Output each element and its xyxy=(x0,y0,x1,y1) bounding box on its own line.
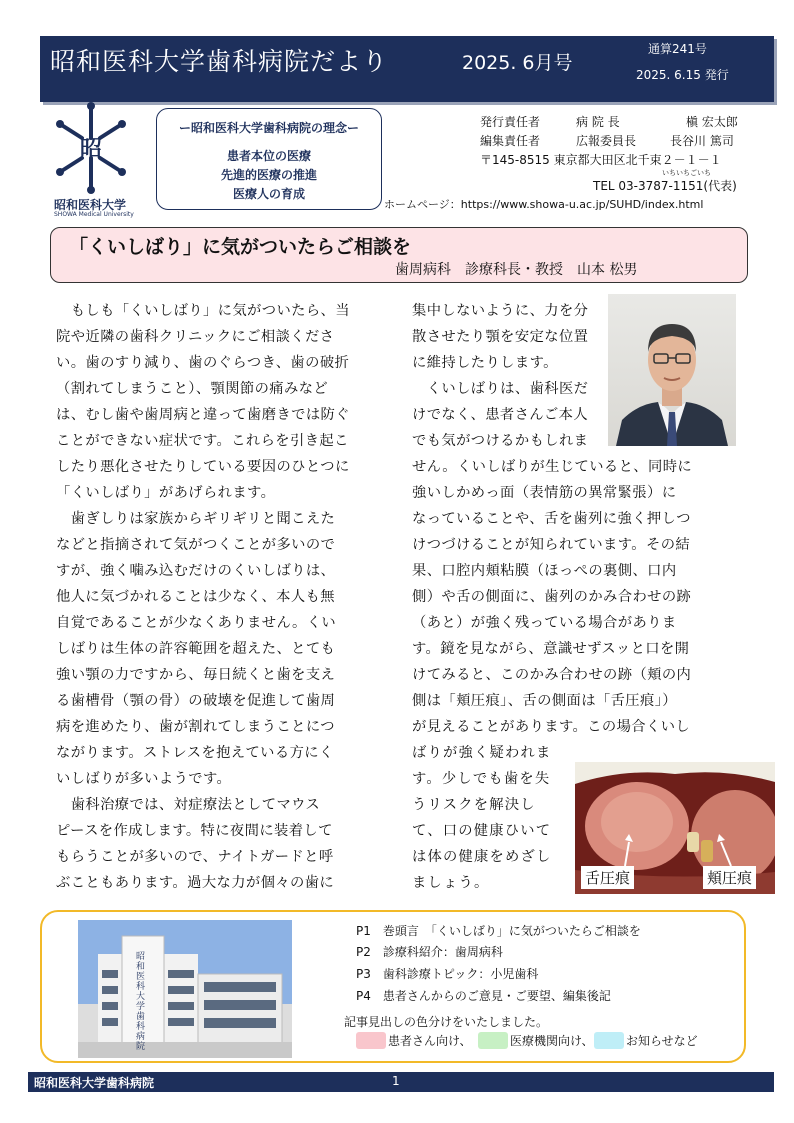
article-line: す。少しでも歯を失 xyxy=(412,771,551,787)
article-line: ばりが強く疑われま xyxy=(412,745,552,761)
hospital-building-photo xyxy=(78,920,292,1058)
article-line: 歯科治療では、対症療法としてマウス xyxy=(56,797,321,813)
article-line: したり悪化させたりしている要因のひとつに xyxy=(56,459,350,475)
logo-name-en: SHOWA Medical University xyxy=(54,211,134,218)
article-line: なっていることや、舌を歯列に強く押しつ xyxy=(412,511,691,527)
doctor-portrait xyxy=(608,294,736,446)
newsletter-title: 昭和医科大学歯科病院だより xyxy=(50,47,389,76)
philosophy-item: 患者本位の医療 xyxy=(226,149,311,163)
article-line: けでなく、患者さんご本人 xyxy=(412,407,589,423)
philosophy-title: ー昭和医科大学歯科病院の理念ー xyxy=(178,121,359,135)
article-line: （割れてしまうこと）、顎関節の痛みなど xyxy=(56,381,329,397)
philosophy-item: 医療人の育成 xyxy=(232,187,305,201)
issue-date: 2025. 6.15 発行 xyxy=(636,68,729,82)
article-line: は体の健康をめざし xyxy=(412,849,552,865)
article-line: に維持したりします。 xyxy=(412,355,558,371)
article-line: て、口の健康ひいて xyxy=(412,823,552,839)
article-line: 自覚であることが少なくありません。くい xyxy=(56,615,337,631)
mouth-photo xyxy=(575,762,775,894)
article-line: い。歯のすり減り、歯のぐらつき、歯の破折 xyxy=(56,355,350,371)
article-line: ぶこともあります。過大な力が個々の歯に xyxy=(56,875,335,891)
article-line: 他人に気づかれることは少なく、本人も無 xyxy=(56,589,335,605)
telephone: TEL 03-3787-1151(代表) xyxy=(593,179,737,193)
article-line: 散させたり顎を安定な位置 xyxy=(412,329,589,345)
article-line: 側は「頬圧痕」、舌の側面は「舌圧痕」） xyxy=(412,693,677,709)
article-line: けてみると、このかみ合わせの跡（頬の内 xyxy=(412,667,692,683)
article-line: 強いしかめっ面（表情筋の異常緊張）に xyxy=(412,485,677,501)
footer-hospital-name: 昭和医科大学歯科病院 xyxy=(34,1076,155,1090)
toc-item[interactable]: P2 診療科紹介：歯周病科 xyxy=(356,945,503,959)
cheek-mark-label: 頬圧痕 xyxy=(703,866,756,889)
logo-name: 昭和医科大学 xyxy=(54,198,127,212)
footer-bar xyxy=(28,1072,774,1092)
article-line: しばりは生体の許容範囲を超えた、とても xyxy=(56,641,336,657)
pr-name: 長谷川 篤司 xyxy=(670,134,734,148)
legend-label-medical: 医療機関向け、 xyxy=(510,1034,594,1048)
article-line: 病を進めたり、歯が割れてしまうことにつ xyxy=(56,719,335,735)
article-line: ながります。ストレスを抱えている方にく xyxy=(56,745,334,761)
article-line: ましょう。 xyxy=(412,875,490,891)
pr-label: 編集責任者 xyxy=(480,134,541,148)
toc-item[interactable]: P4 患者さんからのご意見・ご要望、編集後記 xyxy=(356,989,611,1003)
header-banner xyxy=(40,36,774,102)
article-line: 歯ぎしりは家族からギリギリと聞こえた xyxy=(56,511,336,527)
article-line: けつづけることが知られています。その結 xyxy=(412,537,691,553)
article-line: もしも「くいしばり」に気がついたら、当 xyxy=(56,303,350,319)
editor-role: 病 院 長 xyxy=(576,115,620,129)
article-line: もらうことが多いので、ナイトガードと呼 xyxy=(56,849,334,865)
article-line: す。鏡を見ながら、意識せずスッと口を開 xyxy=(412,641,690,657)
article-line: くいしばりは、歯科医だ xyxy=(412,381,589,397)
article-line: すが、強く噛み込むだけのくいしばりは、 xyxy=(56,563,336,579)
legend-label-patient: 患者さん向け、 xyxy=(388,1034,472,1048)
tel-ruby: いちいちごいち xyxy=(662,169,711,177)
toc-item[interactable]: P1 巻頭言 「くいしばり」に気がついたらご相談を xyxy=(356,924,641,938)
article-line: 強い顎の力ですから、毎日続くと歯を支え xyxy=(56,667,336,683)
philosophy-box xyxy=(156,108,382,210)
article-line: いしばりが多いようです。 xyxy=(56,771,232,787)
article-line: うリスクを解決し xyxy=(412,797,536,813)
building-image xyxy=(78,920,292,1058)
article-line: （あと）が強く残っている場合がありま xyxy=(412,615,677,631)
article-line: ことができない症状です。これらを引き起こ xyxy=(56,433,349,449)
editor-label: 発行責任者 xyxy=(480,115,541,129)
logo-kanji: 昭 xyxy=(79,137,103,162)
legend-swatch-medical xyxy=(478,1032,508,1049)
address: 〒145-8515 東京都大田区北千束２－１－１ xyxy=(480,153,722,167)
article-line: る歯槽骨（顎の骨）の破壊を促進して歯周 xyxy=(56,693,336,709)
legend-swatch-patient xyxy=(356,1032,386,1049)
issue-number: 通算241号 xyxy=(648,42,707,56)
article-line: 院や近隣の歯科クリニックにご相談くださ xyxy=(56,329,335,345)
article-line: でも気がつけるかもしれま xyxy=(412,433,589,449)
tongue-mark-label: 舌圧痕 xyxy=(581,866,634,889)
building-sign: 昭和医科大学歯科病院 xyxy=(136,952,146,1052)
editor-name: 槇 宏太郎 xyxy=(686,115,738,129)
article-title: 「くいしばり」に気がついたらご相談を xyxy=(69,236,412,258)
article-author: 歯周病科 診療科長・教授 山本 松男 xyxy=(395,262,638,278)
toc-item[interactable]: P3 歯科診療トピック：小児歯科 xyxy=(356,967,539,981)
homepage-link[interactable]: ホームページ：https://www.showa-u.ac.jp/SUHD/index.html xyxy=(384,198,704,211)
pr-role: 広報委員長 xyxy=(576,134,637,148)
toc-legend-title: 記事見出しの色分けをいたしました。 xyxy=(344,1015,549,1029)
issue-month: 2025. 6月号 xyxy=(462,52,573,74)
article-line: ピースを作成します。特に夜間に装着して xyxy=(56,823,333,839)
legend-label-notice: お知らせなど xyxy=(626,1034,698,1048)
portrait-image xyxy=(608,294,736,446)
article-line: は、むし歯や歯周病と違って歯磨きでは防ぐ xyxy=(56,407,350,423)
article-line: 側）や舌の側面に、歯列のかみ合わせの跡 xyxy=(412,589,692,605)
page-number: 1 xyxy=(392,1074,400,1088)
article-line: 果、口腔内頬粘膜（ほっぺの裏側、口内 xyxy=(412,563,677,579)
article-line: せん。くいしばりが生じていると、同時に xyxy=(412,459,693,475)
legend-swatch-notice xyxy=(594,1032,624,1049)
article-line: 「くいしばり」があげられます。 xyxy=(56,485,276,501)
philosophy-item: 先進的医療の推進 xyxy=(220,168,317,182)
article-line: などと指摘されて気がつくことが多いので xyxy=(56,537,336,553)
logo-emblem-icon xyxy=(48,98,134,198)
article-line: が見えることがあります。この場合くいし xyxy=(412,719,691,735)
article-line: 集中しないように、力を分 xyxy=(412,303,589,319)
article-headline-box xyxy=(50,227,748,283)
